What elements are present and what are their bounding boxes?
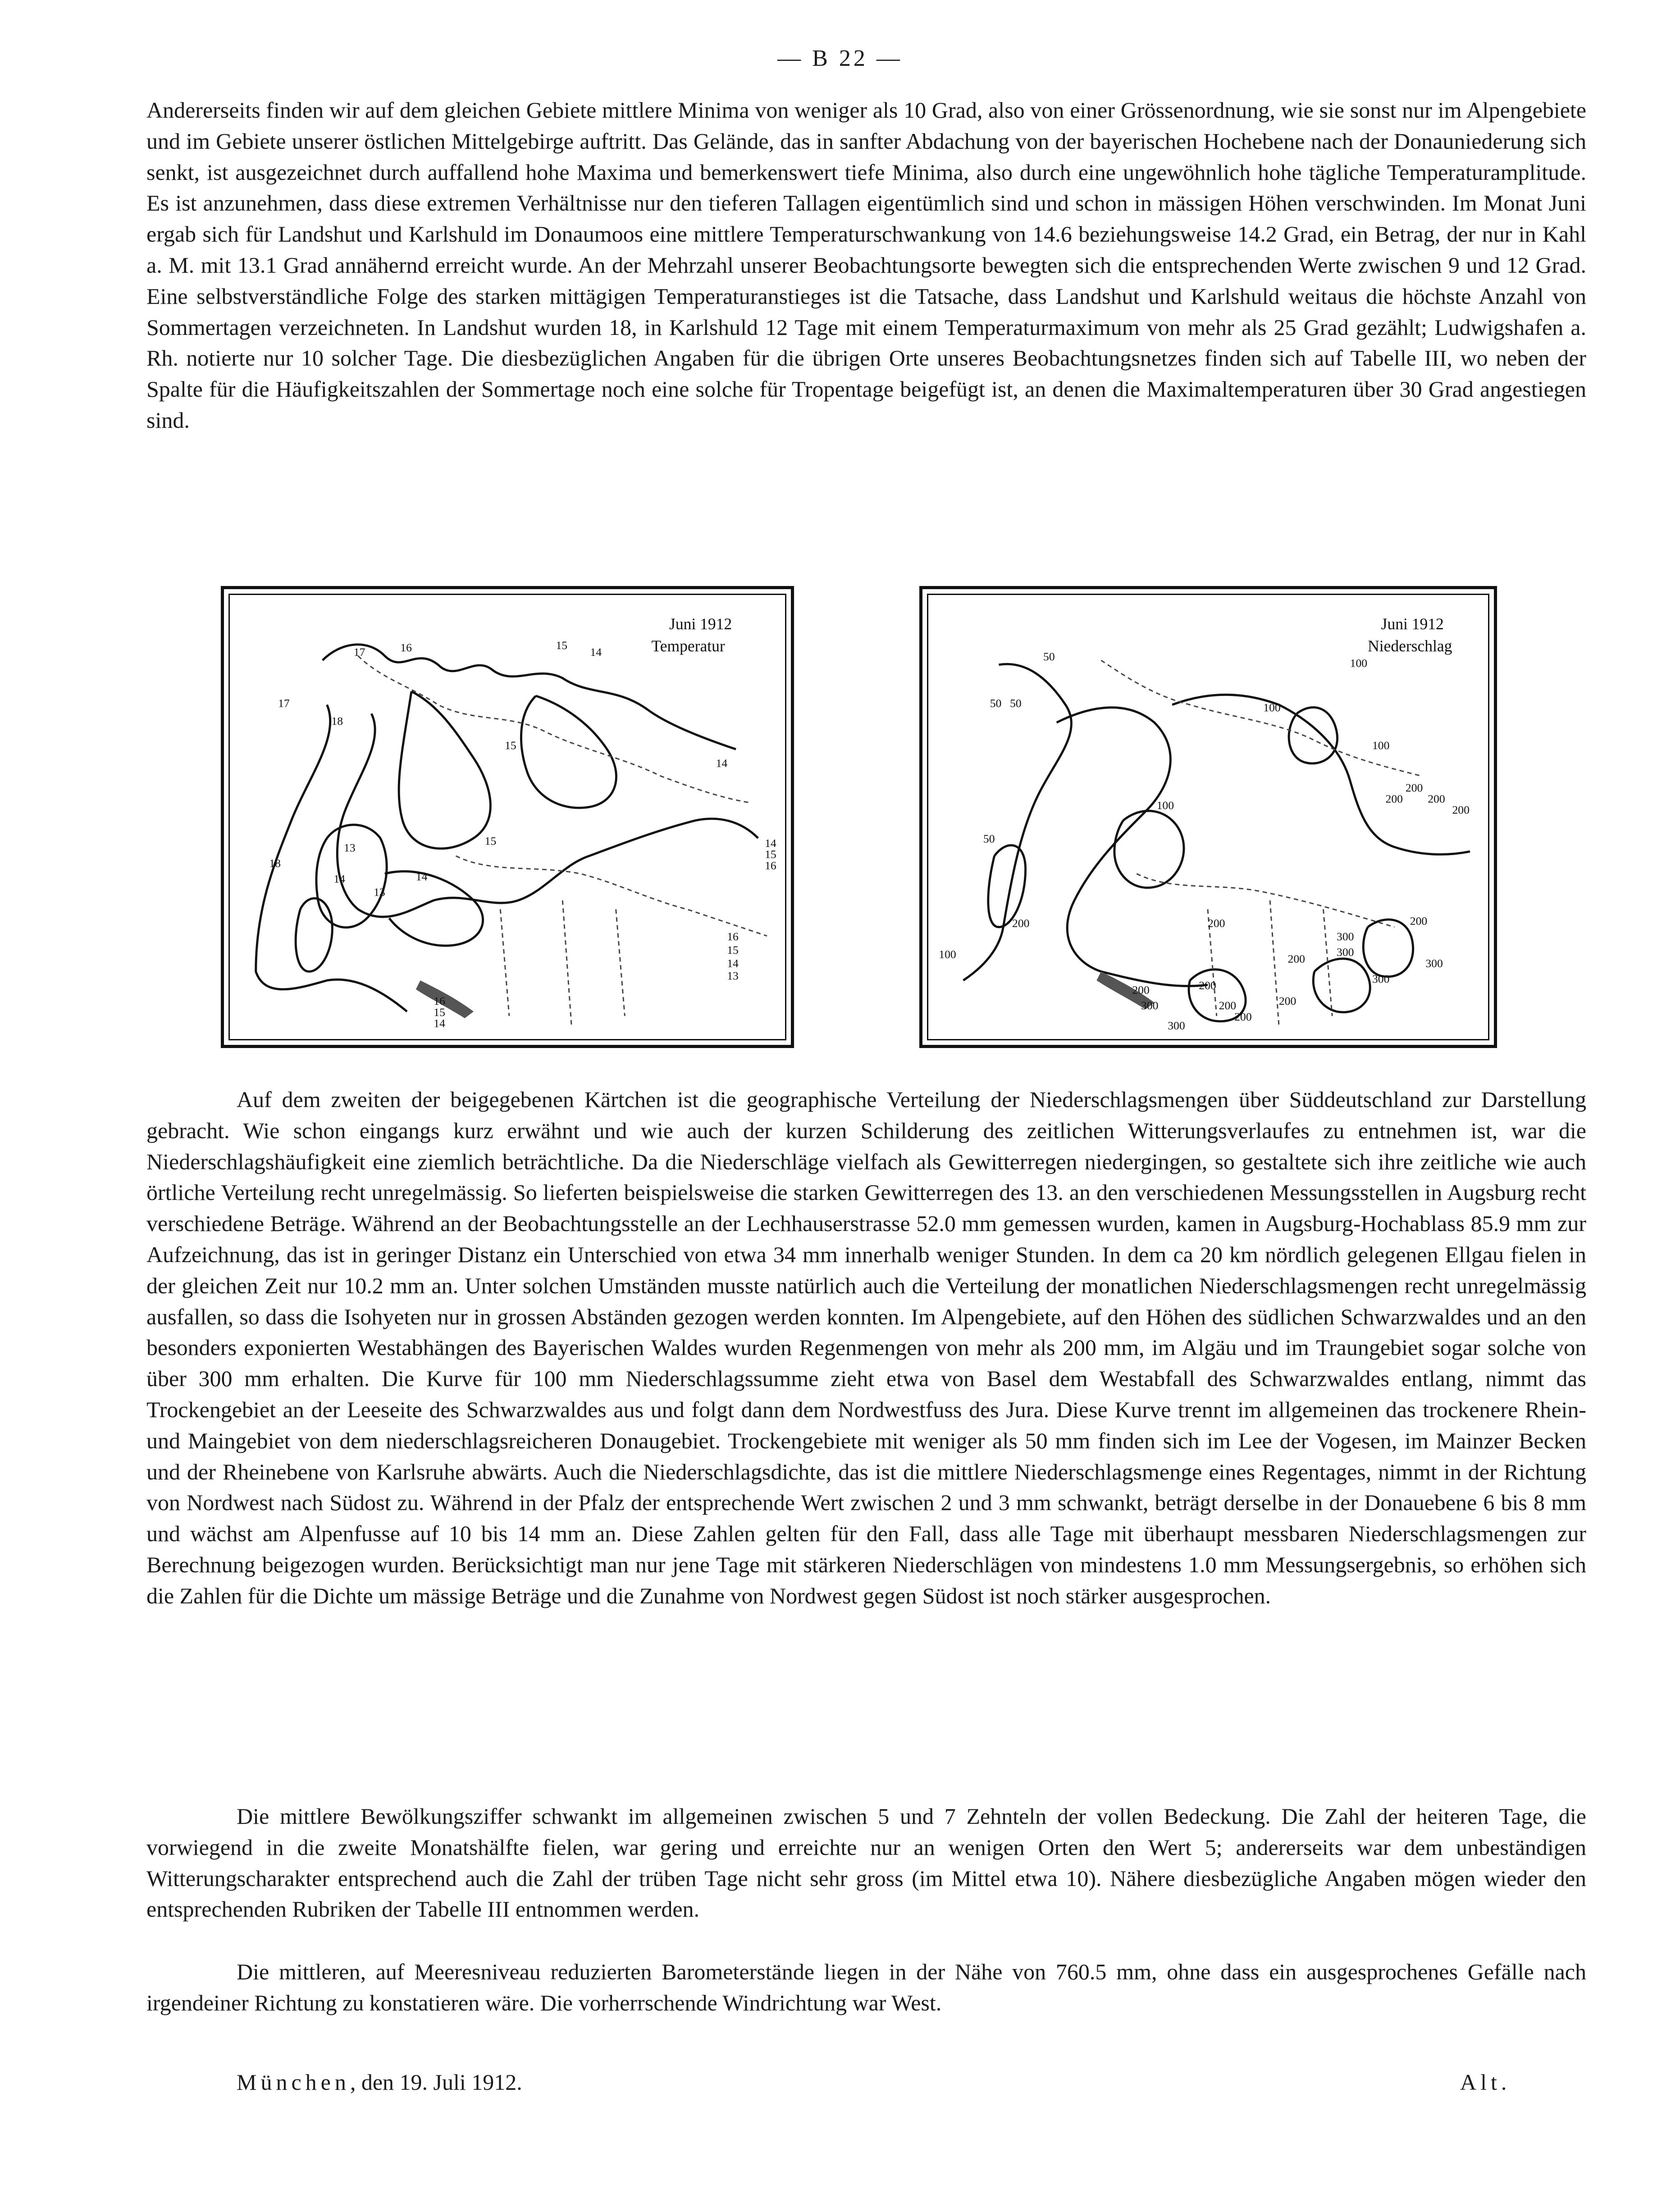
signature-date: , den 19. Juli 1912. (350, 2069, 522, 2095)
isohyet-label: 200 (1287, 952, 1305, 966)
isohyet-label: 200 (1219, 999, 1237, 1012)
isotherm-label: 14 (727, 957, 739, 970)
isotherm-line (399, 691, 490, 849)
isotherm-label: 13 (344, 841, 356, 854)
isotherm-label: 16 (434, 994, 445, 1008)
precipitation-map-drawing (922, 589, 1494, 1045)
isohyet-label: 300 (1168, 1019, 1185, 1032)
isotherm-label: 15 (505, 739, 516, 752)
isohyet-line (1289, 707, 1338, 763)
isohyet-line (1313, 959, 1370, 1012)
isohyet-label: 50 (1010, 696, 1022, 710)
isotherm-label: 14 (590, 645, 602, 659)
isotherm-line (296, 898, 332, 971)
isohyet-label: 200 (1132, 983, 1150, 997)
isohyet-line (1363, 920, 1413, 977)
isohyet-label: 200 (1208, 916, 1225, 930)
isotherm-label: 14 (434, 1016, 445, 1030)
signature-place: München (237, 2069, 350, 2095)
border-line (1137, 874, 1394, 927)
isohyet-label: 200 (1278, 994, 1297, 1008)
isotherm-label: 15 (434, 1005, 445, 1019)
paragraph-precipitation: Auf dem zweiten der beigegebenen Kärtchen ist die geographische Verteilung der Niederschlagsmengen über Süddeutschland zur Darstellung gebracht. Wie schon eingangs kurz erwähnt und wie auch der kurzen Schilderung des zeitlichen Witterungsverlaufes zu entnehmen ist, war die Niederschlagshäufigkeit eine ziemlich beträchtliche. Da die Niederschläge vielfach als Gewitterregen niedergingen, so gestaltete sich ihre zeitliche wie auch örtliche Verteilung recht unregelmässig. So lieferten beispielsweise die starken Gewitterregen des 13. an den verschiedenen Messungsstellen in Augsburg recht verschiedene Beträge. Während an der Beobachtungsstelle an der Lechhauserstrasse 52.0 mm gemessen wurden, kamen in Augsburg-Hochablass 85.9 mm zur Aufzeichnung, das ist in geringer Distanz ein Unterschied von etwa 34 mm innerhalb weniger Stunden. In dem ca 20 km nördlich gelegenen Ellgau fielen in der gleichen Zeit nur 10.2 mm an. Unter solchen Umständen musste natürlich auch die Verteilung der monatlichen Niederschlagsmengen recht unregelmässig ausfallen, so dass die Isohyeten nur in grossen Abständen gezogen werden konnten. Im Alpengebiete, auf den Höhen des südlichen Schwarzwaldes und an den besonders exponierten Westabhängen des Bayerischen Waldes wurden Regenmengen von mehr als 200 mm, im Algäu und im Traungebiet sogar solche von über 300 mm erhalten. Die Kurve für 100 mm Niederschlagssumme zieht etwa von Basel dem Westabfall des Schwarzwaldes entlang, nimmt das Trockengebiet an der Leeseite des Schwarzwaldes aus und folgt dann dem Nordwestfuss des Jura. Diese Kurve trennt im allgemeinen das trockenere Rhein- und Maingebiet von dem niederschlagsreicheren Donaugebiet. Trockengebiete mit weniger als 50 mm finden sich im Lee der Vogesen, im Mainzer Becken und der Rheinebene von Karlsruhe abwärts. Auch die Niederschlagsdichte, das ist die mittlere Niederschlagsmenge eines Regentages, nimmt in der Richtung von Nordwest nach Südost zu. Während in der Pfalz der entsprechende Wert zwischen 2 und 3 mm schwankt, beträgt derselbe in der Donauebene 6 bis 8 mm und wächst am Alpenfusse auf 10 bis 14 mm an. Diese Zahlen gelten für den Fall, dass alle Tage mit überhaupt messbaren Niederschlagsmengen zur Berechnung beigezogen wurden. Berücksichtigt man nur jene Tage mit stärkeren Niederschlägen von mindestens 1.0 mm Messungsergebnis, so erhöhen sich die Zahlen für die Dichte um mässige Beträge und die Zunahme von Nordwest gegen Südost ist noch stärker ausgesprochen. (146, 1087, 1586, 1608)
isohyet-label: 50 (990, 696, 1002, 710)
paragraph-cloudiness: Die mittlere Bewölkungsziffer schwankt im allgemeinen zwischen 5 und 7 Zehnteln der vollen Bedeckung. Die Zahl der heiteren Tage, die vorwiegend in die zweite Monatshälfte fielen, war gering und erreichte nur an wenigen Orten den Wert 5; andererseits war dem unbeständigen Witterungscharakter entsprechend auch die Zahl der trüben Tage nicht sehr gross (im Mittel etwa 10). Nähere diesbezügliche Angaben mögen wieder den entsprechenden Rubriken der Tabelle III entnommen werden. (146, 1804, 1586, 1922)
isotherm-label: 14 (333, 872, 345, 885)
isohyet-line (963, 664, 1072, 980)
isohyet-label: 300 (1337, 945, 1354, 959)
isohyet-label: 200 (1428, 792, 1445, 806)
isohyet-label: 300 (1425, 957, 1443, 970)
isohyet-label: 200 (1234, 1010, 1252, 1023)
isohyet-label: 200 (1012, 916, 1030, 930)
isotherm-label: 18 (269, 856, 281, 870)
isohyet-label: 200 (1410, 914, 1428, 928)
isotherm-label: 14 (765, 837, 776, 850)
isotherm-label: 16 (727, 930, 739, 943)
map-title-subject: Temperatur (651, 637, 725, 655)
signature-place-date (237, 2069, 522, 2095)
isotherm-label: 17 (353, 645, 365, 659)
border-line (456, 856, 767, 936)
isotherm-label: 13 (374, 885, 385, 899)
isotherm-label: 15 (765, 847, 776, 861)
isotherm-label: 14 (716, 756, 728, 770)
isohyet-label: 200 (1385, 792, 1403, 806)
isohyet-line (1172, 695, 1470, 854)
isohyet-label: 200 (1199, 979, 1216, 992)
isohyet-label: 100 (939, 948, 956, 961)
isotherm-line (521, 696, 616, 808)
map-title-date: Juni 1912 (669, 614, 732, 633)
isotherm-label: 17 (278, 696, 290, 710)
isotherm-label: 18 (331, 714, 343, 728)
paragraph-pressure: Die mittleren, auf Meeresniveau reduzierten Barometerstände liegen in der Nähe von 760.5 mm, ohne dass ein ausgesprochenes Gefälle nach irgendeiner Richtung zu konstatieren wäre. Die vorherrschende Windrichtung war West. (146, 1959, 1586, 2015)
precipitation-map (919, 586, 1497, 1048)
isohyet-label: 50 (1043, 650, 1055, 663)
temperature-map (221, 586, 794, 1048)
isohyet-label: 300 (1141, 999, 1159, 1012)
isohyet-label: 300 (1337, 930, 1354, 943)
border-line (358, 656, 749, 802)
map-title-date: Juni 1912 (1381, 614, 1444, 633)
isotherm-label: 15 (484, 834, 497, 848)
map-title-subject: Niederschlag (1368, 637, 1452, 655)
isotherm-label: 13 (727, 969, 739, 983)
isohyet-line (1057, 708, 1208, 986)
isotherm-label: 14 (415, 870, 428, 884)
isotherm-line (323, 645, 736, 749)
isotherm-label: 15 (727, 943, 739, 957)
isohyet-label: 300 (1372, 972, 1390, 985)
signature-author: Alt. (1460, 2069, 1511, 2095)
isotherm-line (316, 825, 387, 928)
border-line (500, 900, 625, 1025)
isohyet-label: 50 (983, 832, 995, 846)
page-number: — B 22 — (777, 46, 903, 71)
isohyet-label: 200 (1452, 803, 1470, 817)
isohyet-label: 100 (1263, 701, 1281, 714)
paragraph-temperature: Andererseits finden wir auf dem gleichen Gebiete mittlere Minima von weniger als 10 Grad, also von einer Grössenordnung, wie sie sonst nur im Alpengebiete und im Gebiete unserer östlichen Mittelgebirge auftritt. Das Gelände, das in sanfter Abdachung von der bayerischen Hochebene nach der Donauniederung sich senkt, ist ausgezeichnet durch auffallend hohe Maxima und bemerkenswert tiefe Minima, also durch eine ungewöhnlich hohe tägliche Temperaturamplitude. Es ist anzunehmen, dass diese extremen Verhältnisse nur den tieferen Tallagen eigentümlich sind und schon in mässigen Höhen verschwinden. Im Monat Juni ergab sich für Landshut und Karlshuld im Donaumoos eine mittlere Temperaturschwankung von 14.6 beziehungsweise 14.2 Grad, ein Betrag, der nur in Kahl a. M. mit 13.1 Grad annähernd erreicht wurde. An der Mehrzahl unserer Beobachtungsorte bewegten sich die entsprechenden Werte zwischen 9 und 12 Grad. Eine selbstverständliche Folge des starken mittägigen Temperaturanstieges ist die Tatsache, dass Landshut und Karlshuld weitaus die höchste Anzahl von Sommertagen verzeichneten. In Landshut wurden 18, in Karlshuld 12 Tage mit einem Temperaturmaximum von mehr als 25 Grad gezählt; Ludwigshafen a. Rh. notierte nur 10 solcher Tage. Die diesbezüglichen Angaben für die übrigen Orte unseres Beobachtungsnetzes finden sich auf Tabelle III, wo neben der Spalte für die Häufigkeitszahlen der Sommertage noch eine solche für Tropentage beigefügt ist, an denen die Maximaltemperaturen über 30 Grad angestiegen sind. (146, 97, 1586, 433)
isohyet-line (1114, 811, 1184, 888)
isohyet-label: 200 (1405, 781, 1423, 794)
temperature-map-drawing (224, 589, 791, 1045)
isotherm-label: 15 (556, 639, 568, 652)
isotherm-label: 16 (765, 859, 776, 872)
isohyet-line (988, 845, 1026, 927)
isohyet-label: 100 (1350, 656, 1368, 670)
isotherm-line (385, 871, 483, 946)
isohyet-label: 100 (1372, 739, 1390, 752)
isohyet-label: 100 (1156, 799, 1174, 812)
isotherm-label: 16 (400, 641, 412, 655)
